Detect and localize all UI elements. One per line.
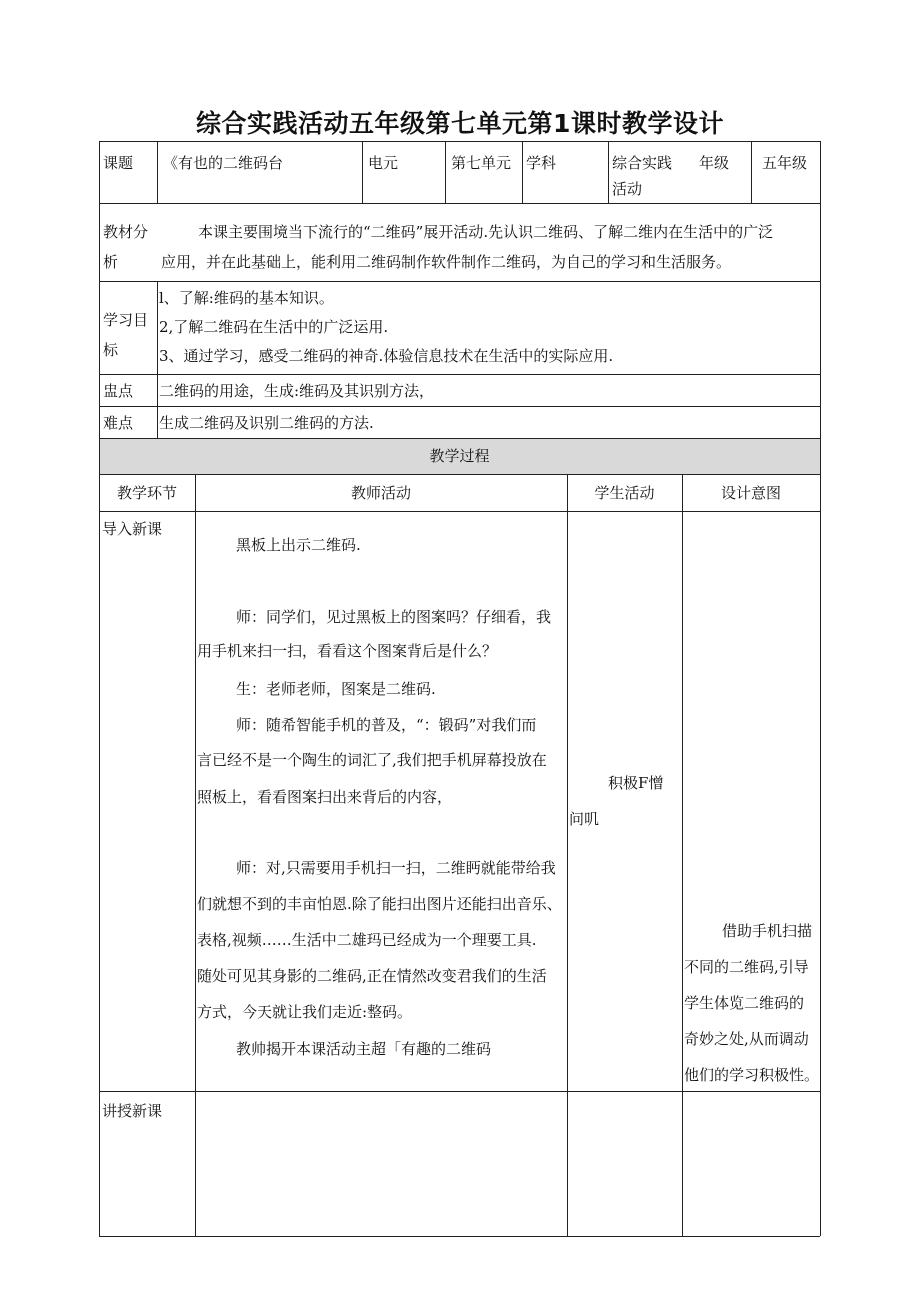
intent-line: 借助手机扫描: [722, 922, 813, 940]
intent-line: 学生体览二维码的: [684, 994, 805, 1012]
table-line: [820, 141, 821, 1236]
table-line: [522, 141, 523, 203]
table-line: [157, 141, 158, 203]
header-student: 学生活动: [594, 484, 655, 502]
header-intent: 设计意图: [720, 484, 781, 502]
label-subject: 学科: [526, 154, 557, 172]
table-line: [99, 203, 820, 204]
student-line: 积极F憎: [608, 774, 664, 792]
stage-teach: 讲授新课: [102, 1102, 163, 1120]
table-line: [608, 141, 609, 203]
objective-item: 3、通过学习，感受二维码的神奇.体验信息技术在生活中的实际应用.: [159, 347, 614, 365]
table-line: [99, 1236, 820, 1237]
teacher-line: 师：同学们，见过黑板上的图案吗？仔细看，我: [236, 608, 552, 626]
table-line: [362, 141, 363, 203]
label-line: 标: [103, 341, 119, 359]
subject-line: 活动: [612, 180, 643, 198]
teacher-line: 师：随希智能手机的普及，“：锻码”对我们而: [236, 716, 537, 734]
analysis-line: 应用，并在此基础上，能利用二维码制作软件制作二维码，为自己的学习和生活服务。: [161, 253, 732, 271]
topic-value: 《有也的二维码台: [163, 154, 284, 172]
label-line: 教材分: [103, 223, 149, 241]
label-analysis: [103, 217, 148, 277]
table-line: [751, 141, 752, 203]
teacher-line: 们就想不到的丰亩怕恩.除了能扫出图片还能扫出音乐、: [197, 895, 562, 913]
objective-item: l、了解:维码的基本知识。: [159, 289, 334, 307]
table-line: [99, 438, 820, 439]
stage-intro: 导入新课: [102, 520, 163, 538]
table-line: [99, 141, 820, 142]
subject-line: 综合实践: [612, 154, 673, 172]
intent-line: 他们的学习积极性。: [684, 1066, 820, 1084]
table-line: [682, 474, 683, 1236]
table-line: [99, 511, 820, 512]
table-line: [99, 141, 100, 1236]
table-line: [157, 281, 158, 438]
student-line: 问叽: [569, 810, 600, 828]
teacher-line: 言已经不是一个陶生的词汇了,我们把手机屏幕投放在: [197, 751, 547, 769]
analysis-text: [161, 217, 817, 277]
teacher-line: 生：老师老师，图案是二维码.: [236, 680, 436, 698]
intent-line: 不同的二维码,引导: [684, 958, 809, 976]
header-stage: 教学环节: [116, 484, 177, 502]
teacher-line: 随处可见其身影的二维码,正在情然改变君我们的生活: [197, 967, 547, 985]
table-line: [99, 374, 820, 375]
label-key-point: 盅点: [103, 382, 134, 400]
unit-value: 第七单元: [451, 154, 512, 172]
objective-item: 2,了解二维码在生活中的广泛运用.: [159, 318, 389, 336]
teacher-line: 用手机来扫一扫，看看这个图案背后是什么？: [197, 642, 498, 660]
label-topic: 课题: [103, 154, 134, 172]
analysis-line: 本课主要围境当下流行的“二维码”展开活动.先认识二维码、了解二维内在生活中的广泛: [198, 223, 774, 241]
label-unit: 电元: [368, 154, 399, 172]
document-title: 综合实践活动五年级第七单元第1课时教学设计: [196, 109, 724, 138]
teacher-line: 方式，今天就让我们走近:整码。: [197, 1003, 413, 1021]
key-point-text: 二维码的用途，生成:维码及其识别方法，: [159, 382, 435, 400]
table-line: [99, 406, 820, 407]
label-line: 学习目: [103, 311, 149, 329]
table-line: [99, 474, 820, 475]
teacher-line: 教帅揭开本课活动主超「有趣的二维码: [236, 1040, 492, 1058]
difficulty-text: 生成二维码及识别二维码的方法.: [159, 414, 374, 432]
table-line: [99, 281, 820, 282]
grade-value: 五年级: [762, 154, 808, 172]
label-objectives: [103, 305, 148, 365]
table-line: [445, 141, 446, 203]
header-teacher: 教师活动: [350, 484, 411, 502]
table-line: [567, 474, 568, 1236]
label-difficulty: 难点: [103, 414, 134, 432]
table-line: [99, 1091, 820, 1092]
teacher-line: 师：对,只需要用手机扫一扫，二维眄就能带给我: [236, 859, 556, 877]
process-title: 教学过程: [429, 447, 490, 465]
label-grade: 年级: [699, 154, 730, 172]
objectives-list: [159, 284, 815, 371]
table-line: [195, 474, 196, 1236]
teacher-line: 表格,视频……生活中二雄玛已经成为一个理要工具.: [197, 931, 537, 949]
intent-line: 奇妙之处,从而调动: [684, 1030, 809, 1048]
teacher-line: 照板上，看看图案扫出来背后的内容，: [197, 788, 453, 806]
label-line: 析: [103, 253, 119, 271]
teacher-line: 黑板上出示二维码.: [236, 536, 361, 554]
subject-value: [612, 150, 672, 202]
